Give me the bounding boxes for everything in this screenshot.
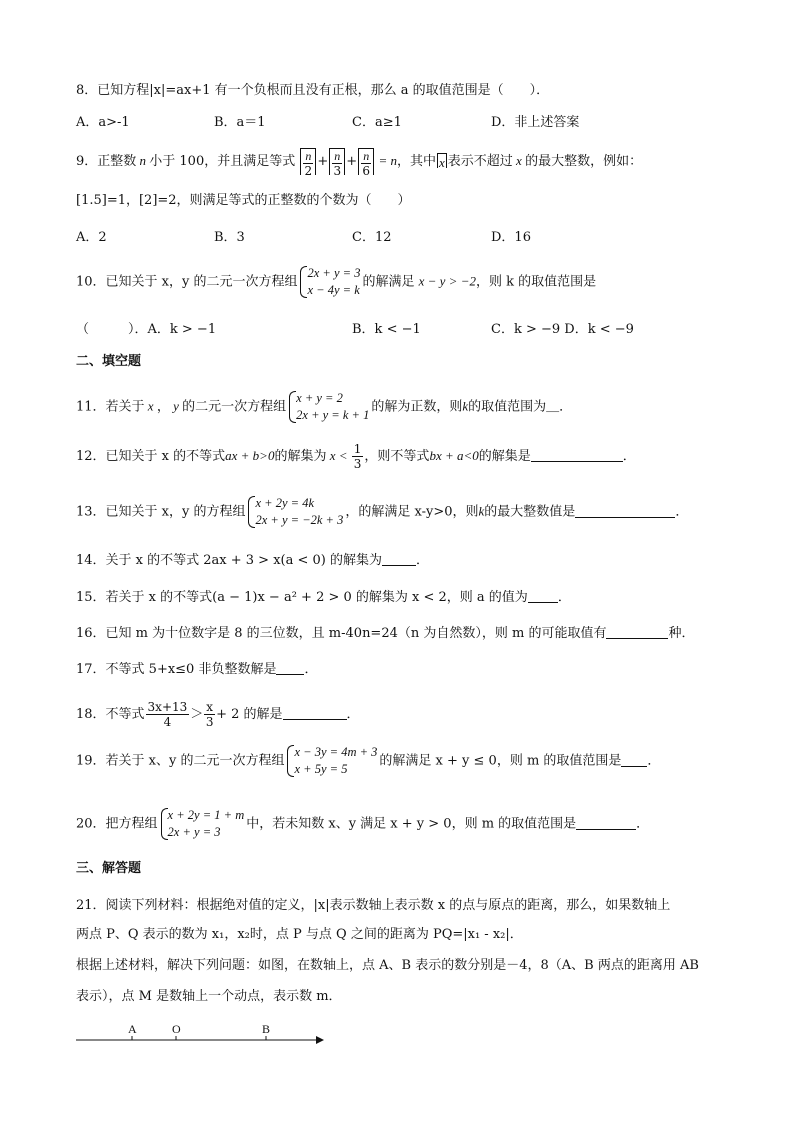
q15-stem: 15．若关于 x 的不等式(a − 1)x − a² + 2 > 0 的解集为 x < 2，则 a 的值为 ．: [76, 590, 571, 605]
q17-stem: 17．不等式 5+x≤0 非负整数解是 ．: [76, 662, 318, 677]
q21-line4: 表示），点 M 是数轴上一个动点，表示数 m．: [76, 989, 342, 1004]
q14-stem: 14．关于 x 的不等式 2ax + 3 > x(a < 0) 的解集为 ．: [76, 553, 430, 568]
q8-option-d: D．非上述答案: [491, 115, 580, 130]
q8-option-c: C．a≥1: [352, 115, 402, 130]
q18-answer-blank[interactable]: [283, 706, 347, 720]
axis-label-a: A: [128, 1022, 137, 1036]
q10-option-cd: C．k > −9 D．k < −9: [491, 322, 634, 337]
q21-line3: 根据上述材料，解决下列问题：如图，在数轴上，点 A、B 表示的数分别是－4，8（A、B 两点的距离用 AB: [76, 958, 699, 973]
q13-answer-blank[interactable]: [575, 504, 675, 518]
q8-option-a: A．a>-1: [76, 115, 130, 130]
q11-stem: 11．若关于 x ， y 的二元一次方程组 x + y = 2 2x + y = k + 1 的解为正数，则k的取值范围为＿．: [76, 391, 573, 422]
q20-answer-blank[interactable]: [576, 816, 636, 830]
q9-option-d: D．16: [491, 230, 531, 245]
number-line: [76, 1020, 326, 1050]
q12-answer-blank[interactable]: [531, 448, 623, 462]
axis-label-b: B: [262, 1022, 271, 1036]
q21-line1: 21．阅读下列材料：根据绝对值的定义，|x|表示数轴上表示数 x 的点与原点的距离，那么，如果数轴上: [76, 898, 671, 913]
q9-option-b: B．3: [214, 230, 245, 245]
q10-option-a: （ ）．A．k > −1: [76, 322, 217, 337]
q13-stem: 13．已知关于 x，y 的方程组 x + 2y = 4k 2x + y = −2k + 3 ，的解满足 x-y>0，则k的最大整数值是 ．: [76, 496, 689, 527]
q9-option-c: C．12: [352, 230, 392, 245]
section-solve-heading: 三、解答题: [76, 861, 142, 876]
q8-stem: 8．已知方程|x|=ax+1 有一个负根而且没有正根，那么 a 的取值范围是（ ）．: [76, 83, 550, 98]
q9-stem: 9．正整数 n 小于 100，并且满足等式 $\frac{n}{2}$ + $\frac{n}{3}$ + $\frac{n}{6}$ = n，其中 x 表示不超过 x 的最大整数，例如：: [76, 149, 643, 178]
q14-answer-blank[interactable]: [382, 552, 416, 566]
q16-stem: 16．已知 m 为十位数字是 8 的三位数，且 m-40n=24（n 为自然数），则 m 的可能取值有 种．: [76, 626, 695, 641]
q19-answer-blank[interactable]: [621, 753, 647, 767]
q10-stem: 10．已知关于 x，y 的二元一次方程组 2x + y = 3 x − 4y = k 的解满足 x − y > −2，则 k 的取值范围是: [76, 266, 597, 297]
q16-answer-blank[interactable]: [606, 625, 668, 639]
q12-stem: 12．已知关于 x 的不等式ax + b>0的解集为 x < $\frac{1}{3}$ ，则不等式bx + a<0的解集是 ．: [76, 442, 636, 471]
q21-line2: 两点 P、Q 表示的数为 x₁，x₂时，点 P 与点 Q 之间的距离为 PQ=|x₁ - x₂|．: [76, 927, 523, 942]
q20-stem: 20．把方程组 x + 2y = 1 + m 2x + y = 3 中，若未知数 x、y 满足 x + y > 0，则 m 的取值范围是 ．: [76, 808, 650, 839]
arrow-icon: [316, 1036, 324, 1044]
section-fill-in-heading: 二、填空题: [76, 354, 142, 369]
q8-option-b: B．a＝1: [214, 115, 266, 130]
q9-option-a: A．2: [76, 230, 107, 245]
q19-stem: 19．若关于 x、y 的二元一次方程组 x − 3y = 4m + 3 x + 5y = 5 的解满足 x + y ≤ 0，则 m 的取值范围是 ．: [76, 745, 661, 776]
q18-stem: 18．不等式 $\frac{3x+13}{4}$ ＞ $\frac{x}{3}$ + 2 的解是 ．: [76, 700, 360, 729]
q10-option-b: B．k < −1: [352, 322, 421, 337]
q15-answer-blank[interactable]: [528, 589, 558, 603]
axis-label-o: O: [172, 1022, 181, 1036]
q9-line2: [1.5]=1，[2]=2，则满足等式的正整数的个数为（ ）: [76, 193, 411, 208]
q10-system: 2x + y = 3 x − 4y = k: [299, 265, 360, 299]
q17-answer-blank[interactable]: [276, 661, 304, 675]
